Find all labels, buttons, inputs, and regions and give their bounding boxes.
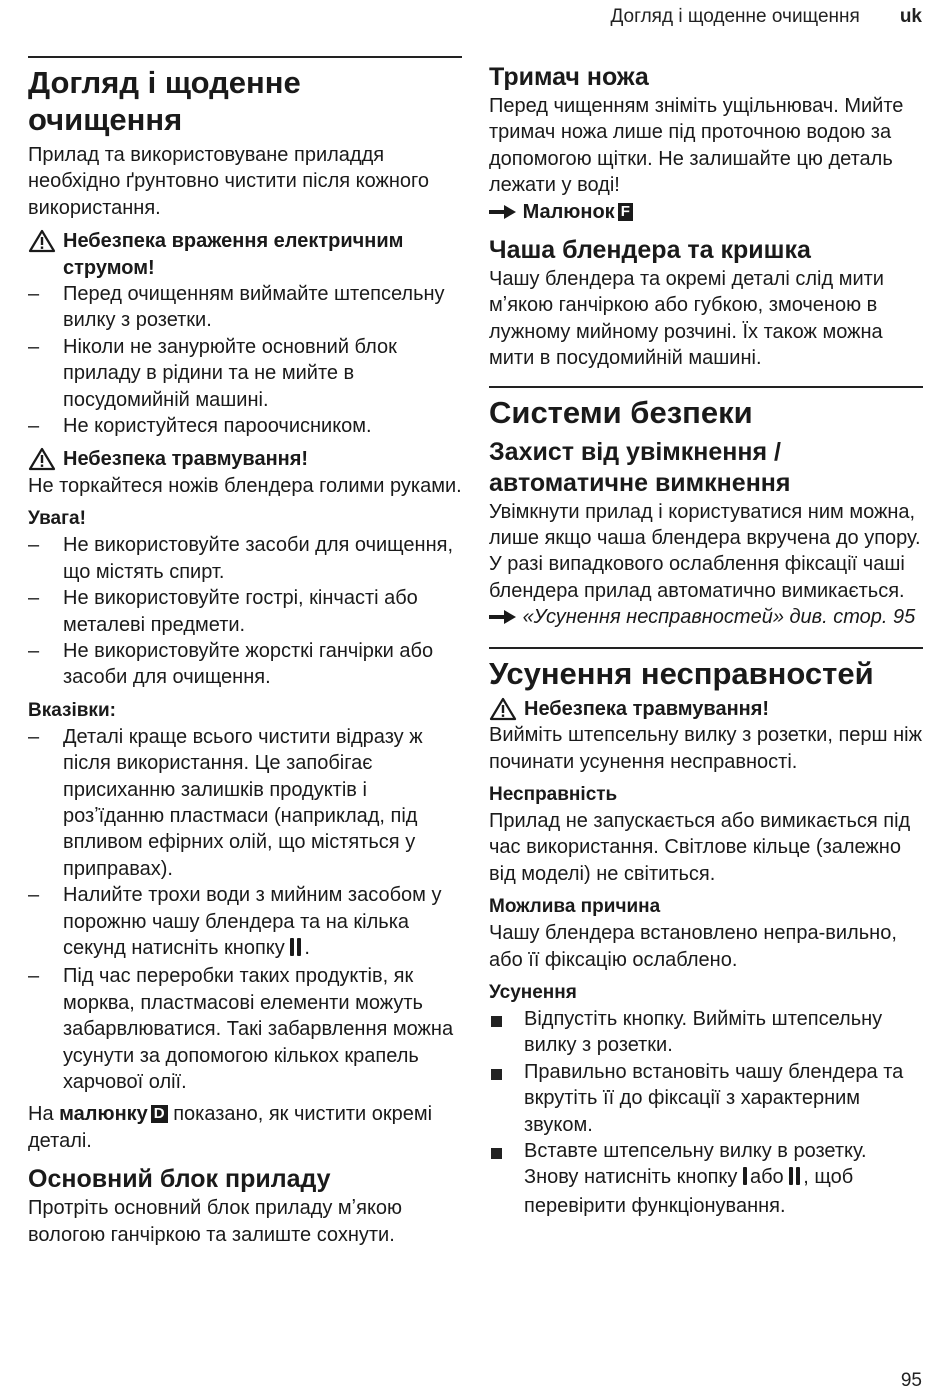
fault-text: Прилад не запускається або вимикається під час використання. Світлове кільце (залежно від моделі) не світиться. <box>489 809 911 885</box>
knife-holder-text: Перед чищенням зніміть ущільнювач. Мийте тримач ножа лише під проточною водою за допомогою щітки. Не залишайте цю деталь лежати у воді! <box>489 95 904 197</box>
figure-label-d: D <box>151 1105 168 1123</box>
figure-reference <box>489 199 923 225</box>
cause-text: Чашу блендера встановлено непра-вильно, або її фіксацію ослаблено. <box>489 922 897 971</box>
list-item <box>489 1138 923 1219</box>
section-title-care: Догляд і щоденне очищення <box>28 65 301 137</box>
list-item-text-end: , щоб перевірити функціонування. <box>524 1166 854 1217</box>
subsection-title-base: Основний блок приладу <box>28 1165 331 1194</box>
warning-electric-shock <box>28 228 462 281</box>
arrow-right-icon <box>489 204 517 220</box>
figure-reference-text <box>28 1101 462 1154</box>
list-item: – Перед очищенням виймайте штепсельну вилку з розетки. <box>28 283 445 332</box>
list-item: – Не використовуйте засоби для очищення, що містять спирт. <box>28 534 453 583</box>
pause-button-icon <box>290 937 304 963</box>
warning-injury <box>28 446 462 472</box>
list-item <box>489 1006 923 1059</box>
language-code: uk <box>899 6 922 27</box>
list-item-text: Налийте трохи води з мийним засобом у порожню чашу блендера та на кілька секунд натисніть кнопку <box>63 884 442 959</box>
figure-ref-before: На <box>28 1103 54 1126</box>
list-item-text: Вставте штепсельну вилку в розетку. Знову натисніть кнопку <box>524 1139 867 1189</box>
warning-title: Небезпека враження електричним струмом! <box>63 230 404 279</box>
list-item-text: Під час переробки таких продуктів, як морква, пластмасові елементи можуть забарвлюватися. Такі забарвлення можна усунути за допомогою кількох крапель харчової олії. <box>63 965 454 1093</box>
warning-title: Небезпека травмування! <box>524 697 770 720</box>
list-item: – Налийте трохи води з мийним засобом у порожню чашу блендера та на кілька секунд натисніть кнопку . <box>28 882 462 963</box>
subsection-title-knife-holder: Тримач ножа <box>489 63 649 91</box>
fault-label: Несправність <box>489 783 618 805</box>
list-item: – Не користуйтеся пароочисником. <box>28 415 372 438</box>
warning-title: Небезпека травмування! <box>63 448 309 471</box>
list-item: – Не використовуйте гострі, кінчасті або металеві предмети. <box>28 587 418 636</box>
warning-text: Не торкайтеся ножів блендера голими руками. <box>28 474 462 497</box>
cross-reference <box>489 604 923 630</box>
section-rule <box>28 56 462 58</box>
subsection-title-protection: Захист від увімкнення / автоматичне вимкнення <box>489 437 791 497</box>
notes-list <box>28 724 462 1096</box>
bowl-text: Чашу блендера та окремі деталі слід мити мʼякою ганчіркою або губкою, змоченою в лужному мийному розчині. Їх також можна мити в посудомийній машині. <box>489 268 884 370</box>
figure-ref-bold: малюнку <box>59 1103 148 1126</box>
figure-label-f: F <box>618 203 633 221</box>
running-header <box>610 6 922 28</box>
list-item-text-or: або <box>749 1166 784 1189</box>
warning-text: Вийміть штепсельну вилку з розетки, перш ніж починати усунення несправності. <box>489 724 922 773</box>
bullet-square-icon <box>491 1069 502 1080</box>
list-item-text-end: . <box>304 936 310 959</box>
left-column <box>28 56 462 1248</box>
list-item-text: Деталі краще всього чистити відразу ж після використання. Це запобігає присиханню залишків продуктів і розʼїданню пластмаси (наприклад, під впливом ефірних олій, що містяться у приправах). <box>63 725 423 880</box>
section-title-safety: Системи безпеки <box>489 394 753 430</box>
list-item-text: Відпустіть кнопку. Вийміть штепсельну вилку з розетки. <box>524 1007 883 1057</box>
warning-triangle-icon <box>28 447 56 471</box>
section-rule <box>489 386 923 388</box>
right-column <box>489 56 923 1219</box>
bullet-square-icon <box>491 1016 502 1027</box>
base-text: Протріть основний блок приладу мʼякою вологою ганчіркою та залиште сохнути. <box>28 1197 403 1246</box>
caution-list <box>28 532 462 690</box>
list-item-text: Перед очищенням виймайте штепсельну вилку з розетки. <box>63 283 445 332</box>
fix-label: Усунення <box>489 981 577 1003</box>
figure-ref-after: показано, як чистити окремі деталі. <box>28 1103 433 1152</box>
list-item-text: Не використовуйте засоби для очищення, що містять спирт. <box>63 534 453 583</box>
section-title-troubleshooting: Усунення несправностей <box>489 655 874 691</box>
warning-injury <box>489 696 923 722</box>
intro-text: Прилад та використовуване приладдя необхідно ґрунтовно чистити після кожного використання. <box>28 144 430 219</box>
list-item-text: Не використовуйте жорсткі ганчірки або засоби для очищення. <box>63 639 434 689</box>
run-button-icon <box>743 1166 750 1192</box>
list-item-text: Ніколи не занурюйте основний блок приладу в рідини та не мийте в посудомийній машині. <box>63 335 397 411</box>
warning-triangle-icon <box>28 229 56 253</box>
pause-button-icon <box>789 1166 803 1192</box>
list-item: – Під час переробки таких продуктів, як морква, пластмасові елементи можуть забарвлюватися. Такі забарвлення можна усунути за допомогою кількох крапель харчової олії. <box>28 965 454 1093</box>
warning-triangle-icon <box>489 697 517 721</box>
figure-ref-label: Малюнок <box>522 200 615 223</box>
running-header-title: Догляд і щоденне очищення <box>610 6 860 27</box>
section-rule <box>489 647 923 649</box>
cross-reference-text: «Усунення несправностей» див. стор. 95 <box>522 606 916 629</box>
list-item: – Деталі краще всього чистити відразу ж після використання. Це запобігає присиханню залишків продуктів і розʼїданню пластмаси (наприклад, під впливом ефірних олій, що містяться у приправах). <box>28 725 423 880</box>
arrow-right-icon <box>489 609 517 625</box>
list-item-text: Не використовуйте гострі, кінчасті або металеві предмети. <box>63 587 418 636</box>
caution-title: Увага! <box>28 508 86 530</box>
list-item-text: Правильно встановіть чашу блендера та вкрутіть її до фіксації з характерним звуком. <box>524 1060 904 1136</box>
bullet-square-icon <box>491 1148 502 1159</box>
warning-list <box>28 281 462 439</box>
list-item-text: Не користуйтеся пароочисником. <box>63 415 372 438</box>
safety-text: Увімкнути прилад і користуватися ним можна, лише якщо чаша блендера вкручена до упору. У разі випадкового ослаблення фіксації чаші блендера прилад автоматично вимикається. <box>489 500 921 602</box>
subsection-title-bowl: Чаша блендера та кришка <box>489 236 811 265</box>
list-item: – Не використовуйте жорсткі ганчірки або засоби для очищення. <box>28 639 434 689</box>
list-item: – Ніколи не занурюйте основний блок приладу в рідини та не мийте в посудомийній машині. <box>28 335 397 411</box>
cause-label: Можлива причина <box>489 896 661 918</box>
page-number: 95 <box>900 1370 922 1391</box>
fix-list <box>489 1006 923 1219</box>
notes-title: Вказівки: <box>28 699 116 721</box>
list-item <box>489 1059 923 1138</box>
